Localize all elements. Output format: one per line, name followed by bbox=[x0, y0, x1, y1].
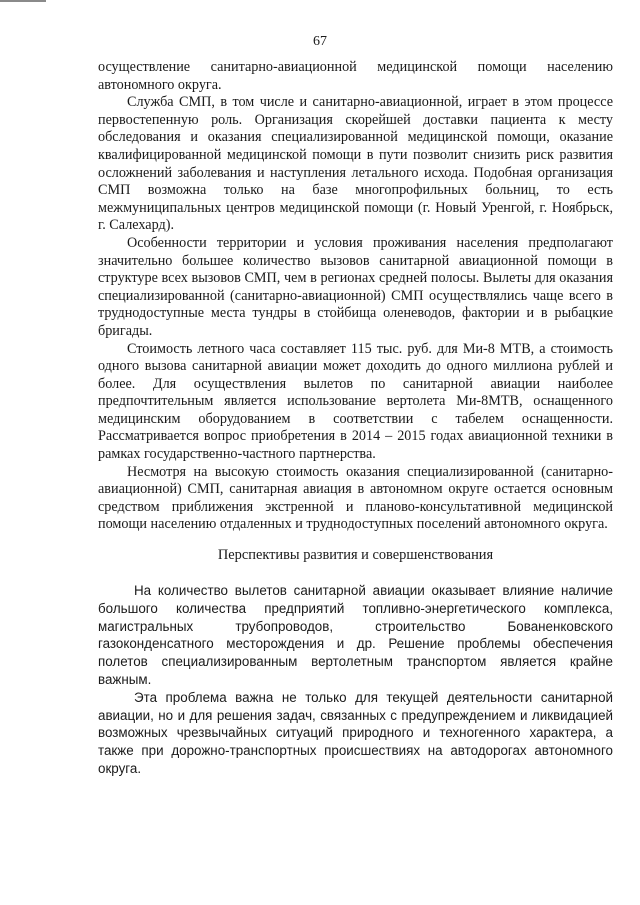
paragraph-flight-cost: Стоимость летного часа составляет 115 тыс. руб. для Ми-8 МТВ, а стоимость одного вызова санитарной авиации может доходить до одного миллиона рублей и более. Для осуществления вылетов по санитарной авиации наиболее предпочтительным является использование вертолета Ми-8МТВ, оснащенного медицинским оборудованием в соответствии с табелем оснащенности. Рассматривается вопрос приобретения в 2014 – 2015 годах авиационной техники в рамках государственно-частного партнерства. bbox=[98, 340, 613, 463]
section-heading: Перспективы развития и совершенствования bbox=[217, 547, 494, 564]
scan-edge-mark bbox=[0, 0, 46, 2]
page-number: 67 bbox=[313, 34, 327, 49]
paragraph-smp-role: Служба СМП, в том числе и санитарно-авиационной, играет в этом процессе первостепенную роль. Организация скорейшей доставки пациента к месту обследования и оказания специализированной медицинской помощи, оказание квалифицированной медицинской помощи в пути позволит снизить риск развития осложнений заболевания и наступления летального исхода. Подобная организация СМП возможна только на базе многопрофильных больниц, то есть межмуниципальных центров медицинской помощи (г. Новый Уренгой, г. Ноябрьск, г. Салехард). bbox=[98, 94, 613, 234]
section-prospects bbox=[98, 582, 613, 778]
paragraph-continuation: осуществление санитарно-авиационной медицинской помощи населению автономного округа. bbox=[98, 59, 613, 93]
section-intro bbox=[98, 59, 613, 534]
document-body bbox=[98, 59, 613, 778]
paragraph-flight-factors: На количество вылетов санитарной авиации оказывает влияние наличие большого количества предприятий топливно-энергетического комплекса, магистральных трубопроводов, строительство Бованенковского газоконденсатного месторождения и др. Решение проблемы обеспечения полетов специализированным вертолетным транспортом является крайне важным. bbox=[98, 583, 613, 688]
paragraph-problem-importance: Эта проблема важна не только для текущей деятельности санитарной авиации, но и для решения задач, связанных с предупреждением и ликвидацией возможных чрезвычайных ситуаций природного и техногенного характера, а также при дорожно-транспортных происшествиях на автодорогах автономного округа. bbox=[98, 689, 613, 776]
paragraph-territory-features: Особенности территории и условия проживания населения предполагают значительно большее количество вызовов санитарной авиационной помощи в структуре всех вызовов СМП, чем в регионах средней полосы. Вылеты для оказания специализированной (санитарно-авиационной) СМП осуществлялись чаще всего в труднодоступные места тундры в стойбища оленеводов, фактории и в рыбацкие бригады. bbox=[98, 234, 613, 339]
paragraph-air-ambulance-main-means: Несмотря на высокую стоимость оказания специализированной (санитарно-авиационной) СМП, санитарная авиация в автономном округе остается основным средством приближения экстренной и планово-консультативной медицинской помощи населению отдаленных и труднодоступных поселений автономного округа. bbox=[98, 463, 613, 533]
